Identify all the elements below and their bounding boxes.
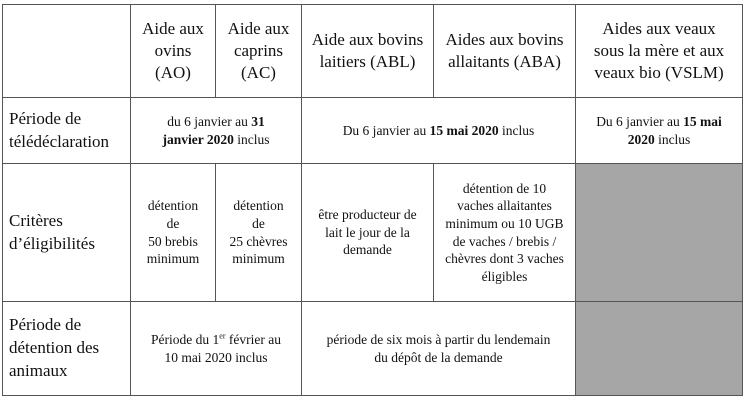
header-ao: Aide aux ovins (AO) xyxy=(131,5,216,98)
cell-criteres-vslm-empty xyxy=(576,164,743,302)
header-row xyxy=(3,5,743,98)
cell-criteres-abl: être producteur de lait le jour de la demande xyxy=(302,164,434,302)
cell-teledeclaration-vslm: Du 6 janvier au 15 mai 2020 inclus xyxy=(576,98,743,164)
row-label-detention: Période de détention des animaux xyxy=(3,302,131,396)
header-vslm: Aides aux veaux sous la mère et aux veaux bio (VSLM) xyxy=(576,5,743,98)
cell-detention-abl-aba: période de six mois à partir du lendemain du dépôt de la demande xyxy=(302,302,576,396)
cell-teledeclaration-ao-ac: du 6 janvier au 31 janvier 2020 inclus xyxy=(131,98,302,164)
cell-detention-ao-ac: Période du 1er février au 10 mai 2020 inclus xyxy=(131,302,302,396)
corner-cell xyxy=(3,5,131,98)
row-label-criteres: Critères d’éligibilités xyxy=(3,164,131,302)
cell-criteres-ao: détention de 50 brebis minimum xyxy=(131,164,216,302)
cell-criteres-ac: détention de 25 chèvres minimum xyxy=(216,164,302,302)
row-label-teledeclaration: Période de télédéclaration xyxy=(3,98,131,164)
cell-criteres-aba: détention de 10 vaches allaitantes minimum ou 10 UGB de vaches / brebis / chèvres dont 3 vaches éligibles xyxy=(434,164,576,302)
header-abl: Aide aux bovins laitiers (ABL) xyxy=(302,5,434,98)
cell-teledeclaration-abl-aba: Du 6 janvier au 15 mai 2020 inclus xyxy=(302,98,576,164)
row-detention xyxy=(3,302,743,396)
cell-detention-vslm-empty xyxy=(576,302,743,396)
row-criteres xyxy=(3,164,743,302)
header-aba: Aides aux bovins allaitants (ABA) xyxy=(434,5,576,98)
header-ac: Aide aux caprins (AC) xyxy=(216,5,302,98)
aides-table xyxy=(2,4,743,396)
row-teledeclaration xyxy=(3,98,743,164)
